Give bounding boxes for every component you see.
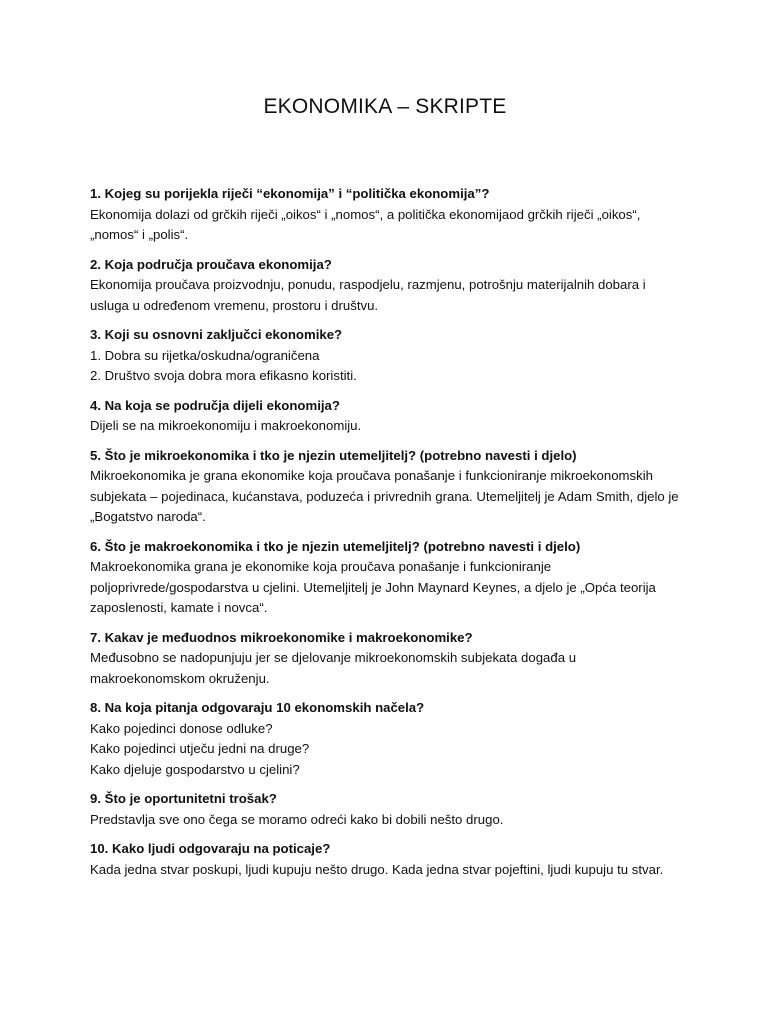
question-2: 2. Koja područja proučava ekonomija? — [90, 256, 332, 272]
qa-item-6 — [90, 537, 680, 619]
answer-9 — [90, 810, 680, 831]
answer-5 — [90, 466, 680, 528]
qa-list — [90, 184, 680, 880]
qa-item-8 — [90, 698, 680, 780]
document-title: EKONOMIKA – SKRIPTE — [263, 95, 507, 118]
answer-8-line-2: Kako pojedinci utječu jedni na druge? — [90, 741, 310, 756]
qa-item-9 — [90, 789, 680, 830]
question-9: 9. Što je oportunitetni trošak? — [90, 791, 277, 806]
answer-5-line-1: Mikroekonomika je grana ekonomike koja proučava ponašanje i funkcioniranje mikroekonomskih subjekata – pojedinaca, kućanstava, poduzeća i privrednih grana. Utemeljitelj je Adam Smith, djelo je „Bogatstvo naroda“. — [90, 468, 679, 524]
answer-7-line-1: Međusobno se nadopunjuju jer se djelovanje mikroekonomskih subjekata događa u makroekonomskom okruženju. — [90, 650, 577, 686]
qa-item-4 — [90, 396, 680, 437]
qa-item-5 — [90, 446, 680, 528]
qa-item-10 — [90, 839, 680, 880]
answer-9-line-1: Predstavlja sve ono čega se moramo odreći kako bi dobili nešto drugo. — [90, 811, 504, 827]
question-6: 6. Što je makroekonomika i tko je njezin utemeljitelj? (potrebno navesti i djelo) — [90, 538, 581, 554]
answer-1 — [90, 205, 680, 246]
qa-item-7 — [90, 628, 680, 690]
qa-item-3 — [90, 325, 680, 387]
question-1: 1. Kojeg su porijekla riječi “ekonomija” i “politička ekonomija”? — [90, 186, 490, 201]
qa-item-1 — [90, 184, 680, 246]
question-5: 5. Što je mikroekonomika i tko je njezin utemeljitelj? (potrebno navesti i djelo) — [90, 447, 577, 463]
answer-8-line-3: Kako djeluje gospodarstvo u cjelini? — [90, 761, 300, 777]
answer-7 — [90, 648, 680, 689]
answer-3 — [90, 346, 680, 387]
question-7: 7. Kakav je međuodnos mikroekonomike i makroekonomike? — [90, 629, 473, 645]
question-4: 4. Na koja se područja dijeli ekonomija? — [90, 397, 340, 413]
answer-4 — [90, 416, 680, 437]
question-3: 3. Koji su osnovni zaključci ekonomike? — [90, 327, 343, 342]
answer-3-line-2: 2. Društvo svoja dobra mora efikasno koristiti. — [90, 368, 357, 383]
question-10: 10. Kako ljudi odgovaraju na poticaje? — [90, 841, 331, 856]
answer-4-line-1: Dijeli se na mikroekonomiju i makroekonomiju. — [90, 418, 362, 433]
answer-10 — [90, 860, 680, 881]
qa-item-2 — [90, 255, 680, 317]
answer-6-line-1: Makroekonomika grana je ekonomike koja proučava ponašanje i funkcioniranje poljoprivrede/gospodarstva u cjelini. Utemeljitelj je John Maynard Keynes, a djelo je „Opća teorija zaposlenosti, kamate i novca“. — [90, 559, 656, 615]
answer-8 — [90, 719, 680, 781]
answer-10-line-1: Kada jedna stvar poskupi, ljudi kupuju nešto drugo. Kada jedna stvar pojeftini, ljudi kupuju tu stvar. — [90, 861, 664, 877]
answer-2 — [90, 275, 680, 316]
answer-6 — [90, 557, 680, 619]
answer-1-line-1: Ekonomija dolazi od grčkih riječi „oikos“ i „nomos“, a politička ekonomijaod grčkih riječi „oikos“, „nomos“ i „polis“. — [90, 206, 641, 242]
answer-2-line-1: Ekonomija proučava proizvodnju, ponudu, raspodjelu, razmjenu, potrošnju materijalnih dobara i usluga u određenom vremenu, prostoru i društvu. — [90, 277, 646, 313]
answer-8-line-1: Kako pojedinci donose odluke? — [90, 720, 273, 736]
answer-3-line-1: 1. Dobra su rijetka/oskudna/ograničena — [90, 347, 320, 363]
question-8: 8. Na koja pitanja odgovaraju 10 ekonomskih načela? — [90, 700, 425, 715]
